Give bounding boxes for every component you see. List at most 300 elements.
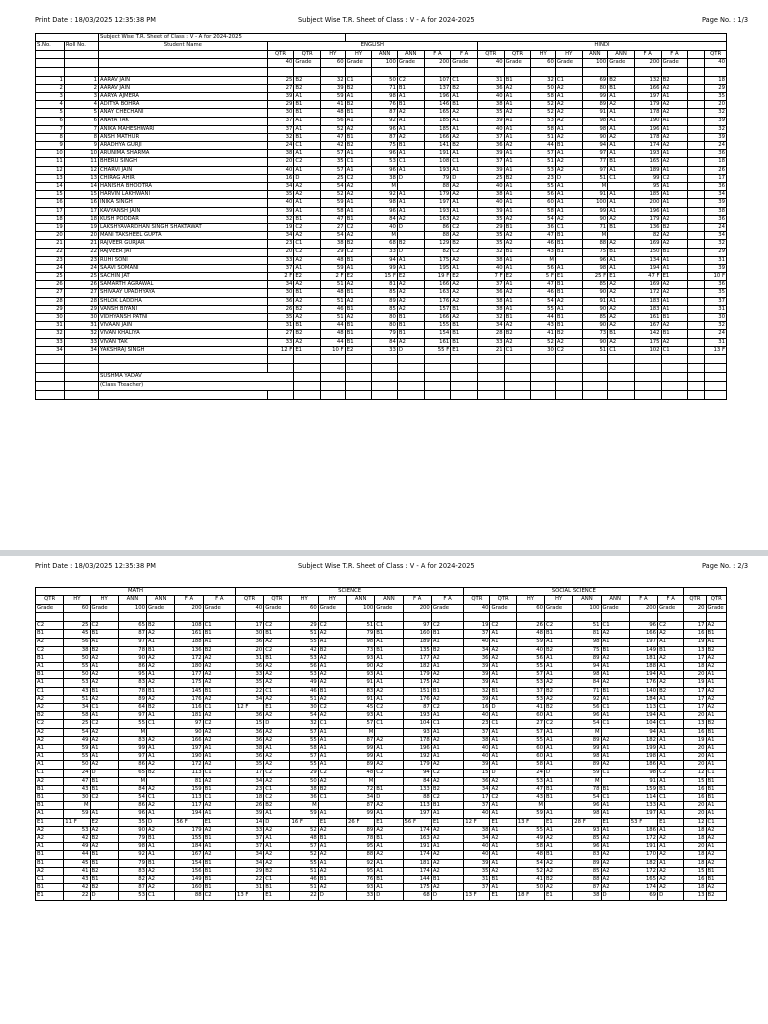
marks-cell: 58: [531, 125, 556, 133]
marks-cell: 96: [372, 166, 398, 174]
grade-cell: A1: [36, 663, 64, 671]
grade-cell: B1: [345, 133, 372, 141]
grade-cell: A1: [345, 199, 372, 207]
marks-cell: 90: [582, 133, 608, 141]
empty-cell: [555, 363, 582, 372]
grade-cell: C1: [203, 622, 235, 630]
marks-cell: 93: [347, 654, 375, 662]
exam-header: HY: [545, 596, 573, 604]
marks-cell: 51: [290, 630, 318, 638]
grade-cell: A2: [706, 859, 726, 867]
grade-cell: B1: [203, 630, 235, 638]
grade-cell: A2: [203, 777, 235, 785]
marks-cell: 57: [321, 166, 346, 174]
grade-cell: D: [431, 892, 463, 900]
table-row: [36, 199, 727, 207]
grade-cell: A2: [147, 736, 175, 744]
serial-no: 2: [36, 84, 65, 92]
marks-cell: 33: [372, 248, 398, 256]
grade-cell: C2: [203, 892, 235, 900]
marks-cell: 136: [175, 646, 203, 654]
marks-cell: 92: [372, 117, 398, 125]
student-name: INIKA SINGH: [98, 199, 267, 207]
marks-cell: 156: [175, 867, 203, 875]
empty-cell: [64, 613, 90, 622]
grade-cell: A2: [661, 109, 688, 117]
grade-cell: A1: [608, 264, 635, 272]
marks-cell: 18: [684, 663, 706, 671]
print-date: Print Date : 18/03/2025 12:35:38 PM: [35, 562, 156, 570]
empty-cell: [64, 372, 98, 381]
marks-cell: 81: [573, 630, 601, 638]
grade-cell: A1: [545, 638, 573, 646]
subject-hindi: HINDI: [477, 42, 726, 50]
roll-no: 33: [64, 338, 98, 346]
grade-cell: A1: [490, 843, 516, 851]
grade-cell: A1: [345, 150, 372, 158]
max-marks: 200: [629, 604, 657, 612]
grade-cell: B2: [431, 785, 463, 793]
marks-cell: 27: [267, 84, 294, 92]
grade-cell: A2: [36, 704, 64, 712]
empty-cell: [477, 67, 504, 76]
marks-cell: 85: [573, 835, 601, 843]
marks-cell: 5 F: [531, 273, 556, 281]
grade-cell: B1: [318, 687, 346, 695]
empty-cell: [688, 191, 705, 199]
grade-cell: A1: [490, 826, 516, 834]
marks-cell: 32: [267, 215, 294, 223]
grade-cell: A1: [294, 264, 321, 272]
marks-cell: 85: [573, 867, 601, 875]
max-marks: 100: [347, 604, 375, 612]
marks-cell: 89: [573, 736, 601, 744]
marks-cell: 96: [573, 802, 601, 810]
serial-no: 14: [36, 183, 65, 191]
grade-cell: A2: [318, 695, 346, 703]
marks-cell: 34: [705, 191, 727, 199]
roll-no: 5: [64, 109, 98, 117]
marks-cell: 198: [629, 753, 657, 761]
grade-cell: A2: [706, 663, 726, 671]
grade-cell: C1: [555, 223, 582, 231]
marks-cell: 98: [573, 753, 601, 761]
student-name: YAKSHRAJ SINGH: [98, 346, 267, 354]
grade-cell: B1: [431, 687, 463, 695]
grade-cell: A2: [318, 851, 346, 859]
grade-cell: A2: [661, 232, 688, 240]
empty-cell: [294, 390, 321, 399]
marks-cell: 196: [634, 207, 661, 215]
marks-cell: 34: [235, 859, 263, 867]
grade-cell: A2: [90, 761, 118, 769]
marks-cell: 82: [424, 248, 451, 256]
marks-cell: 20: [684, 671, 706, 679]
marks-cell: 20: [267, 248, 294, 256]
grade-cell: C2: [345, 223, 372, 231]
student-name: HARVIN LAKHWANI: [98, 191, 267, 199]
col-header-sno: S.No.: [36, 42, 65, 50]
grade-cell: A2: [318, 712, 346, 720]
marks-cell: 89: [372, 297, 398, 305]
marks-cell: 59: [321, 92, 346, 100]
grade-cell: C2: [36, 646, 64, 654]
marks-cell: 19: [684, 638, 706, 646]
marks-cell: 10 F: [705, 273, 727, 281]
exam-header: QTR: [477, 50, 504, 58]
grade-cell: A1: [318, 859, 346, 867]
empty-cell: [345, 363, 372, 372]
grade-cell: D: [658, 892, 684, 900]
grade-cell: C1: [658, 720, 684, 728]
grade-cell: B1: [203, 687, 235, 695]
grade-cell: A1: [490, 728, 516, 736]
grade-cell: A1: [608, 150, 635, 158]
grade-cell: E1: [451, 346, 478, 354]
empty-cell: [634, 381, 661, 390]
grade-cell: A2: [294, 232, 321, 240]
grade-cell: B2: [147, 704, 175, 712]
marks-cell: 55: [516, 663, 544, 671]
grade-cell: A2: [147, 630, 175, 638]
marks-cell: 178: [634, 109, 661, 117]
grade-cell: A1: [431, 753, 463, 761]
grade-cell: A1: [504, 256, 531, 264]
grade-cell: A2: [90, 843, 118, 851]
marks-cell: 30: [531, 346, 556, 354]
grade-cell: A2: [431, 835, 463, 843]
empty-cell: [688, 166, 705, 174]
marks-cell: 98: [573, 638, 601, 646]
table-row: [36, 133, 727, 141]
empty-cell: [688, 59, 705, 67]
marks-cell: 20: [684, 810, 706, 818]
marks-cell: 179: [634, 101, 661, 109]
grade-cell: A2: [706, 835, 726, 843]
grade-cell: A1: [661, 183, 688, 191]
marks-cell: 84: [372, 215, 398, 223]
max-marks: Grade: [658, 604, 684, 612]
marks-cell: 48: [516, 851, 544, 859]
marks-cell: 91: [582, 191, 608, 199]
marks-cell: 34: [267, 232, 294, 240]
marks-cell: 176: [403, 695, 431, 703]
marks-cell: 89: [347, 826, 375, 834]
marks-cell: 165: [634, 158, 661, 166]
roll-no: 13: [64, 174, 98, 182]
marks-cell: 10 F: [321, 346, 346, 354]
marks-cell: 46: [531, 289, 556, 297]
empty-cell: [504, 67, 531, 76]
marks-cell: 178: [634, 133, 661, 141]
subject-row: [36, 588, 727, 596]
marks-cell: 43: [531, 322, 556, 330]
marks-cell: M: [118, 728, 146, 736]
marks-cell: 35: [321, 158, 346, 166]
marks-cell: 42: [64, 835, 90, 843]
empty-cell: [372, 390, 398, 399]
serial-no: 21: [36, 240, 65, 248]
grade-cell: B1: [203, 835, 235, 843]
marks-cell: 53 F: [629, 818, 657, 826]
marks-cell: 81: [175, 777, 203, 785]
grade-cell: B1: [36, 630, 64, 638]
grade-cell: A2: [294, 191, 321, 199]
marks-cell: 39: [477, 150, 504, 158]
grade-cell: A2: [90, 671, 118, 679]
grade-cell: C1: [294, 142, 321, 150]
grade-cell: A2: [504, 232, 531, 240]
marks-cell: 52: [290, 851, 318, 859]
roll-no: 26: [64, 281, 98, 289]
marks-cell: 38: [573, 892, 601, 900]
grade-cell: A1: [601, 826, 629, 834]
serial-no: 12: [36, 166, 65, 174]
max-marks: 200: [403, 604, 431, 612]
grade-cell: B2: [451, 240, 478, 248]
marks-cell: 163: [424, 215, 451, 223]
empty-cell: [688, 240, 705, 248]
exam-header: HY: [318, 596, 346, 604]
grade-cell: A2: [431, 859, 463, 867]
marks-cell: 25 F: [582, 273, 608, 281]
grade-cell: A1: [608, 199, 635, 207]
grade-cell: A2: [345, 232, 372, 240]
grade-cell: A1: [490, 744, 516, 752]
grade-cell: E1: [36, 892, 64, 900]
grade-cell: A2: [608, 133, 635, 141]
marks-cell: 48: [321, 330, 346, 338]
empty-cell: [601, 613, 629, 622]
marks-cell: 141: [424, 142, 451, 150]
table-row: [36, 761, 727, 769]
marks-cell: 25: [477, 174, 504, 182]
table-row: [36, 843, 727, 851]
marks-cell: 35: [235, 679, 263, 687]
marks-cell: 49: [64, 843, 90, 851]
empty-cell: [424, 390, 451, 399]
grade-cell: A2: [294, 256, 321, 264]
grade-cell: B1: [504, 223, 531, 231]
exam-header: F A: [203, 596, 235, 604]
grade-cell: A1: [545, 663, 573, 671]
empty-cell: [372, 372, 398, 381]
empty-cell: [36, 372, 65, 381]
grade-cell: C2: [90, 794, 118, 802]
empty-cell: [321, 381, 346, 390]
marks-cell: 31: [705, 256, 727, 264]
marks-cell: 55 F: [424, 346, 451, 354]
empty-cell: [345, 34, 726, 42]
max-marks: Grade: [375, 604, 403, 612]
grade-cell: C2: [431, 704, 463, 712]
marks-cell: 165: [629, 875, 657, 883]
marks-cell: 33: [267, 256, 294, 264]
grade-cell: A2: [318, 679, 346, 687]
grade-cell: A2: [601, 835, 629, 843]
marks-cell: 57: [531, 150, 556, 158]
grade-cell: B1: [601, 687, 629, 695]
empty-cell: [688, 207, 705, 215]
grade-cell: A2: [658, 875, 684, 883]
empty-cell: [705, 381, 727, 390]
marks-cell: 174: [403, 867, 431, 875]
empty-cell: [688, 273, 705, 281]
marks-cell: 89: [573, 654, 601, 662]
grade-cell: A2: [431, 671, 463, 679]
marks-cell: 182: [629, 859, 657, 867]
grade-cell: B1: [203, 785, 235, 793]
serial-no: 5: [36, 109, 65, 117]
grade-cell: A2: [451, 281, 478, 289]
grade-cell: A2: [555, 133, 582, 141]
grade-cell: A1: [490, 884, 516, 892]
grade-cell: B2: [264, 802, 290, 810]
grade-cell: A2: [397, 109, 424, 117]
marks-cell: 15: [235, 720, 263, 728]
grade-cell: A1: [375, 843, 403, 851]
table-row: [36, 92, 727, 100]
marks-cell: 175: [403, 884, 431, 892]
grade-cell: [545, 802, 573, 810]
marks-cell: 59: [290, 810, 318, 818]
grade-cell: A1: [661, 207, 688, 215]
marks-cell: 39: [705, 133, 727, 141]
grade-cell: A2: [661, 142, 688, 150]
grade-cell: B1: [545, 851, 573, 859]
marks-cell: 83: [118, 736, 146, 744]
marks-cell: 52: [321, 191, 346, 199]
table-row: [36, 777, 727, 785]
marks-cell: 97: [403, 622, 431, 630]
grade-cell: A1: [431, 712, 463, 720]
marks-cell: 37: [267, 125, 294, 133]
marks-cell: 163: [424, 289, 451, 297]
marks-cell: 13 F: [235, 892, 263, 900]
empty-cell: [175, 613, 203, 622]
grade-cell: A1: [661, 264, 688, 272]
marks-cell: 32: [705, 109, 727, 117]
grade-cell: A2: [147, 654, 175, 662]
grade-cell: A2: [36, 826, 64, 834]
marks-cell: 79: [118, 859, 146, 867]
marks-cell: 93: [403, 728, 431, 736]
grade-cell: C2: [545, 720, 573, 728]
grade-cell: C2: [203, 720, 235, 728]
grade-cell: B1: [706, 875, 726, 883]
exam-header: F A: [403, 596, 431, 604]
grade-cell: A2: [661, 158, 688, 166]
grade-cell: A1: [147, 671, 175, 679]
grade-cell: B1: [601, 785, 629, 793]
empty-cell: [294, 381, 321, 390]
marks-cell: 90: [582, 305, 608, 313]
grade-cell: C2: [658, 622, 684, 630]
marks-cell: 76: [372, 101, 398, 109]
grade-cell: A1: [318, 810, 346, 818]
marks-cell: 17: [705, 174, 727, 182]
grade-cell: A1: [375, 753, 403, 761]
marks-cell: 29: [705, 248, 727, 256]
grade-cell: D: [147, 818, 175, 826]
grade-cell: C2: [375, 704, 403, 712]
marks-cell: 197: [634, 92, 661, 100]
marks-cell: 48: [321, 256, 346, 264]
empty-cell: [36, 363, 65, 372]
marks-cell: 16 F: [290, 818, 318, 826]
grade-cell: A1: [555, 199, 582, 207]
empty-cell: [118, 613, 146, 622]
marks-cell: 197: [629, 810, 657, 818]
teacher-name: SUSHMA YADAV: [98, 372, 293, 381]
grade-cell: A1: [90, 753, 118, 761]
marks-cell: 99: [118, 744, 146, 752]
marks-cell: 175: [424, 256, 451, 264]
empty-cell: [321, 372, 346, 381]
table-row: [36, 712, 727, 720]
marks-cell: 50: [64, 654, 90, 662]
grade-cell: A1: [345, 166, 372, 174]
grade-cell: B1: [555, 232, 582, 240]
grade-cell: A2: [397, 133, 424, 141]
marks-cell: 182: [629, 736, 657, 744]
grade-cell: C2: [36, 720, 64, 728]
empty-cell: [688, 174, 705, 182]
spacer-row: [36, 354, 727, 363]
marks-cell: 38: [372, 174, 398, 182]
marks-cell: 32: [267, 133, 294, 141]
grade-cell: A1: [375, 671, 403, 679]
print-date: Print Date : 18/03/2025 12:35:38 PM: [35, 16, 156, 24]
grade-cell: A2: [264, 695, 290, 703]
max-marks: Grade: [608, 59, 635, 67]
grade-cell: D: [555, 174, 582, 182]
grade-cell: A1: [490, 663, 516, 671]
marks-cell: 90: [582, 322, 608, 330]
marks-cell: 43: [531, 248, 556, 256]
grade-cell: E2: [451, 273, 478, 281]
marks-cell: M: [582, 232, 608, 240]
marks-cell: 57: [290, 728, 318, 736]
grade-cell: A1: [658, 777, 684, 785]
marks-cell: 59: [64, 744, 90, 752]
grade-cell: A1: [706, 810, 726, 818]
marks-cell: 52: [531, 109, 556, 117]
empty-cell: [531, 390, 556, 399]
empty-cell: [98, 50, 267, 58]
empty-cell: [64, 381, 98, 390]
marks-cell: 36: [235, 736, 263, 744]
exam-header: QTR: [504, 50, 531, 58]
marks-cell: 51: [290, 884, 318, 892]
marks-cell: 99: [372, 264, 398, 272]
marks-cell: 98: [629, 769, 657, 777]
marks-cell: 53: [290, 671, 318, 679]
marks-cell: 134: [634, 256, 661, 264]
marks-cell: 39: [464, 695, 490, 703]
grade-cell: A2: [375, 802, 403, 810]
marks-cell: 38: [290, 785, 318, 793]
grade-cell: A2: [555, 101, 582, 109]
marks-cell: M: [64, 802, 90, 810]
roll-no: 14: [64, 183, 98, 191]
marks-cell: 35: [235, 761, 263, 769]
marks-cell: 55: [531, 305, 556, 313]
grade-cell: A1: [545, 654, 573, 662]
marks-cell: 96: [372, 150, 398, 158]
grade-cell: B2: [318, 785, 346, 793]
grade-cell: A2: [345, 125, 372, 133]
